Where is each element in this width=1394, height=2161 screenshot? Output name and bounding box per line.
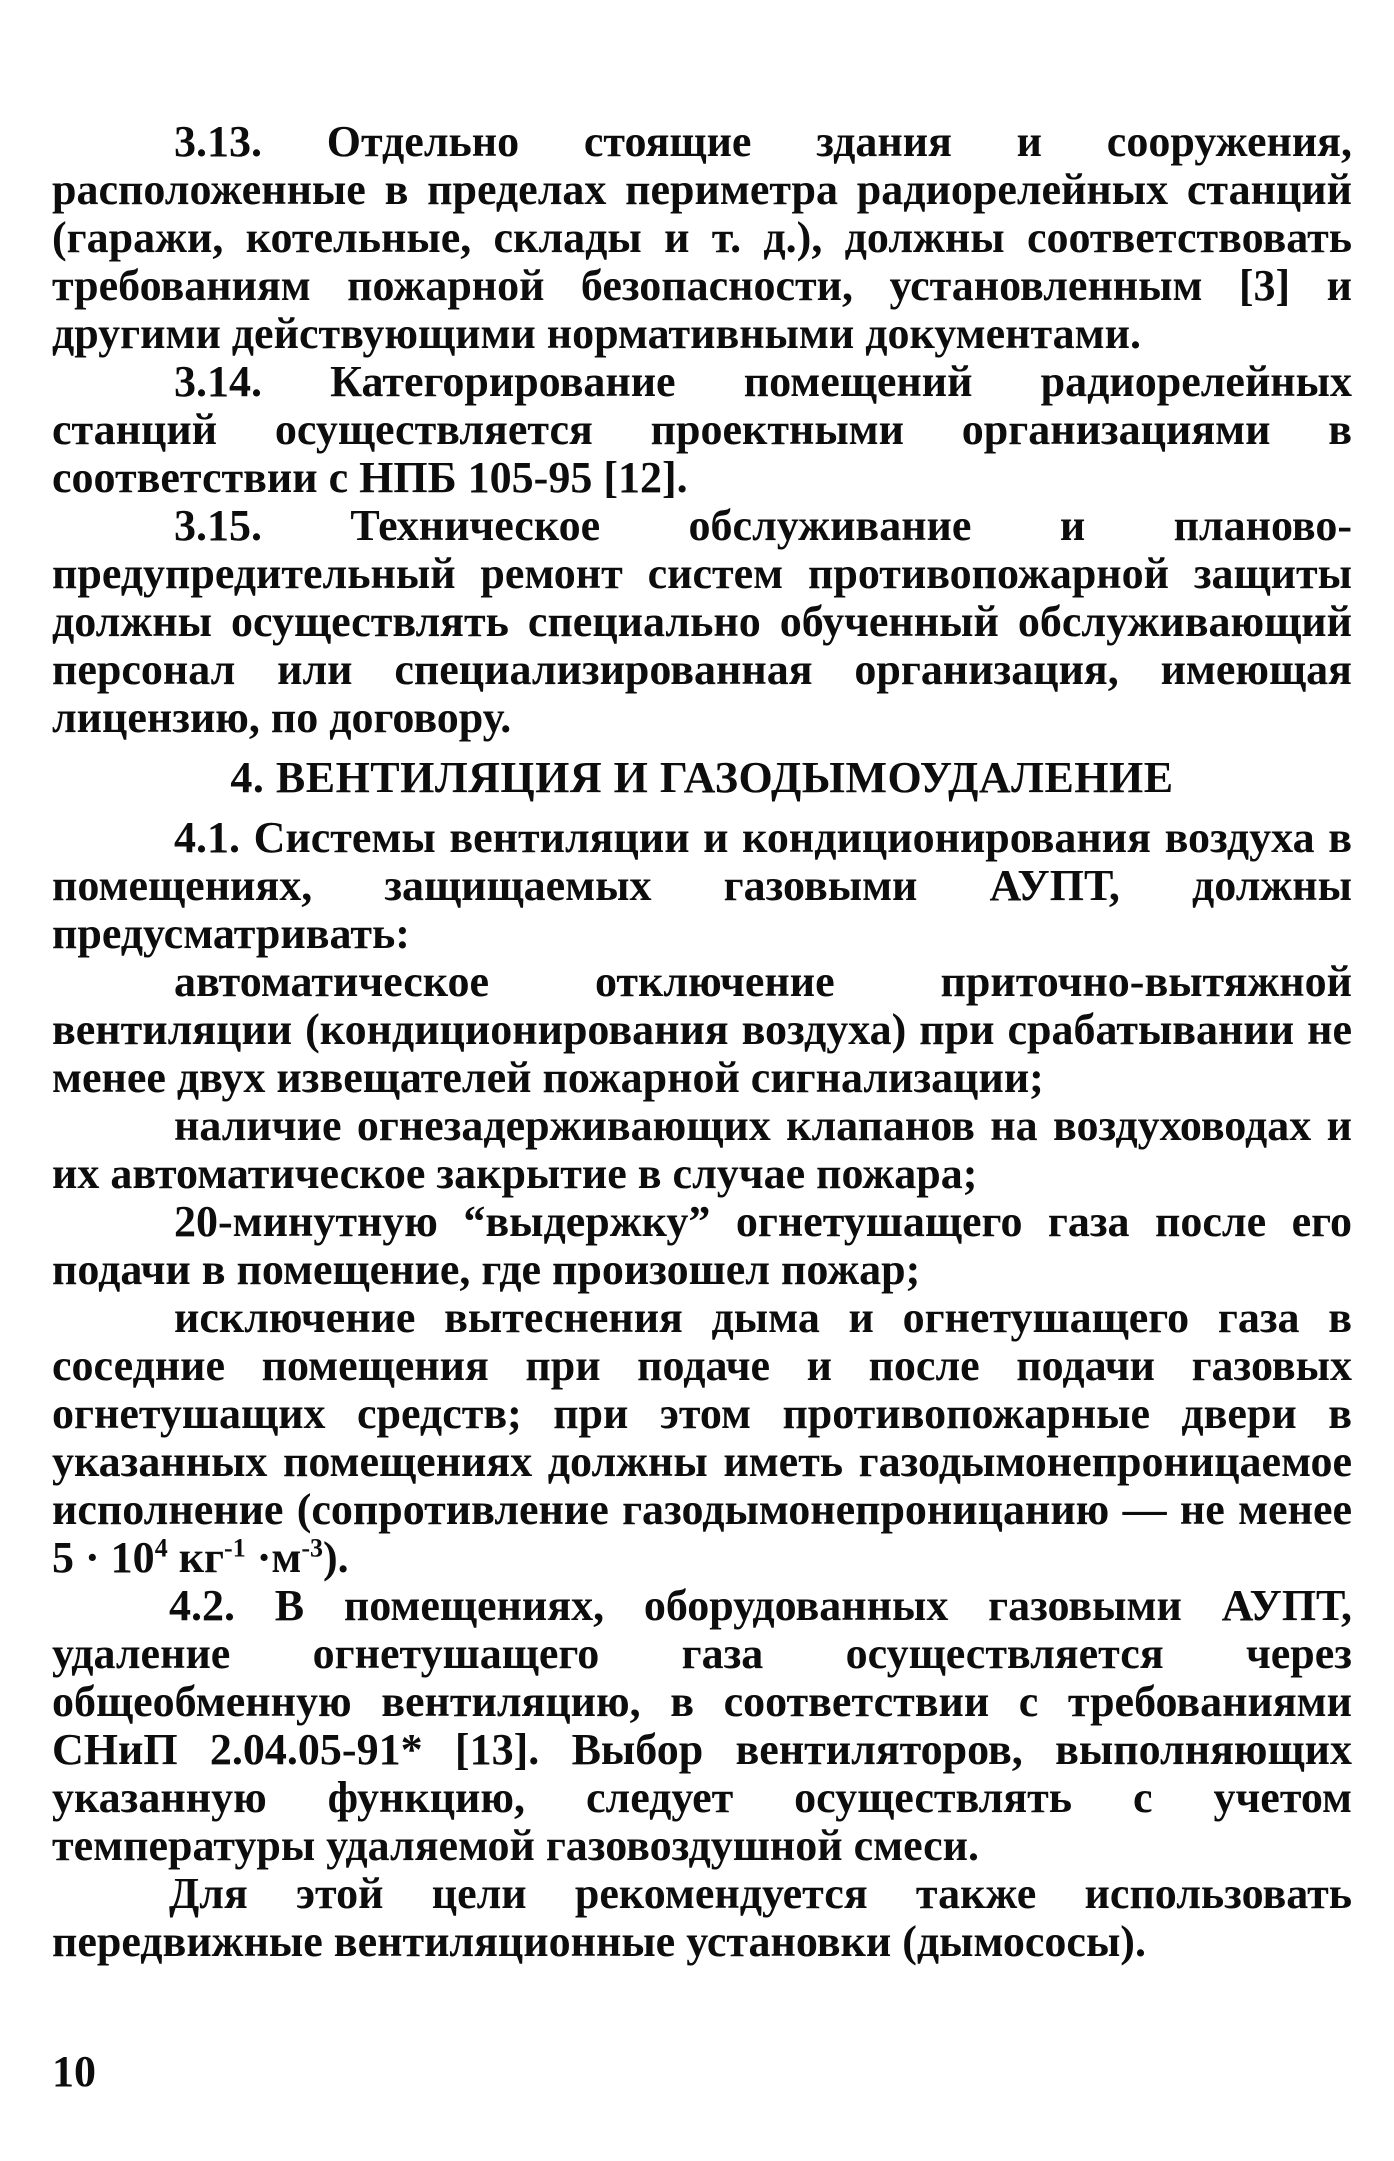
list-item-auto-shutdown: автоматическое отключение приточно-вытяжной вентиляции (кондиционирования воздуха) при срабатывании не менее двух извещателей пожарной сигнализации; bbox=[52, 957, 1352, 1102]
exponent-minus-1: -1 bbox=[224, 1533, 246, 1563]
section-heading: 4. ВЕНТИЛЯЦИЯ И ГАЗОДЫМОУДАЛЕНИЕ bbox=[230, 753, 1174, 802]
closing-paren: ). bbox=[323, 1533, 349, 1582]
unit-m: ·м bbox=[245, 1533, 302, 1582]
paragraph-4-1: 4.1. Системы вентиляции и кондиционирования воздуха в помещениях, защищаемых газовыми АУПТ, должны предусматривать: bbox=[52, 813, 1352, 958]
exponent-4: 4 bbox=[154, 1533, 168, 1563]
paragraph-mobile-fans: Для этой цели рекомендуется также использовать передвижные вентиляционные установки (дымососы). bbox=[52, 1869, 1352, 1966]
list-item-gas-holding: 20-минутную “выдержку” огнетушащего газа после его подачи в помещение, где произошел пожар; bbox=[52, 1197, 1352, 1294]
paragraph-4-2: 4.2. В помещениях, оборудованных газовыми АУПТ, удаление огнетушащего газа осуществляется через общеобменную вентиляцию, в соответствии с требованиями СНиП 2.04.05-91* [13]. Выбор вентиляторов, выполняющих указанную функцию, следует осуществлять с учетом температуры удаляемой газовоздушной смеси. bbox=[52, 1581, 1352, 1870]
list-item-fire-dampers: наличие огнезадерживающих клапанов на воздуховодах и их автоматическое закрытие в случае пожара; bbox=[52, 1101, 1352, 1198]
paragraph-3-15: 3.15. Техническое обслуживание и планово-предупредительный ремонт систем противопожарной защиты должны осуществлять специально обученный обслуживающий персонал или специализированная организация, имеющая лицензию, по договору. bbox=[52, 501, 1352, 742]
paragraph-3-13: 3.13. Отдельно стоящие здания и сооружения, расположенные в пределах периметра радиорелейных станций (гаражи, котельные, склады и т. д.), должны соответствовать требованиям пожарной безопасности, установленным [3] и другими действующими нормативными документами. bbox=[52, 117, 1352, 358]
list-item-smoke-exclusion bbox=[52, 1294, 1352, 1582]
exponent-minus-3: -3 bbox=[301, 1533, 324, 1563]
page-number: 10 bbox=[52, 2047, 96, 2096]
smoke-exclusion-text: исключение вытеснения дыма и огнетушащего газа в соседние помещения при подаче и после подачи газовых огнетушащих средств; при этом противопожарные двери в указанных помещениях должны иметь газодымонепроницаемое исполнение (сопротивление газодымонепроницанию — не менее 5 · 10 bbox=[52, 1293, 1352, 1582]
unit-kg: кг bbox=[167, 1533, 225, 1582]
body-text bbox=[52, 118, 1352, 1966]
paragraph-3-14: 3.14. Категорирование помещений радиорелейных станций осуществляется проектными организациями в соответствии с НПБ 105-95 [12]. bbox=[52, 357, 1352, 502]
